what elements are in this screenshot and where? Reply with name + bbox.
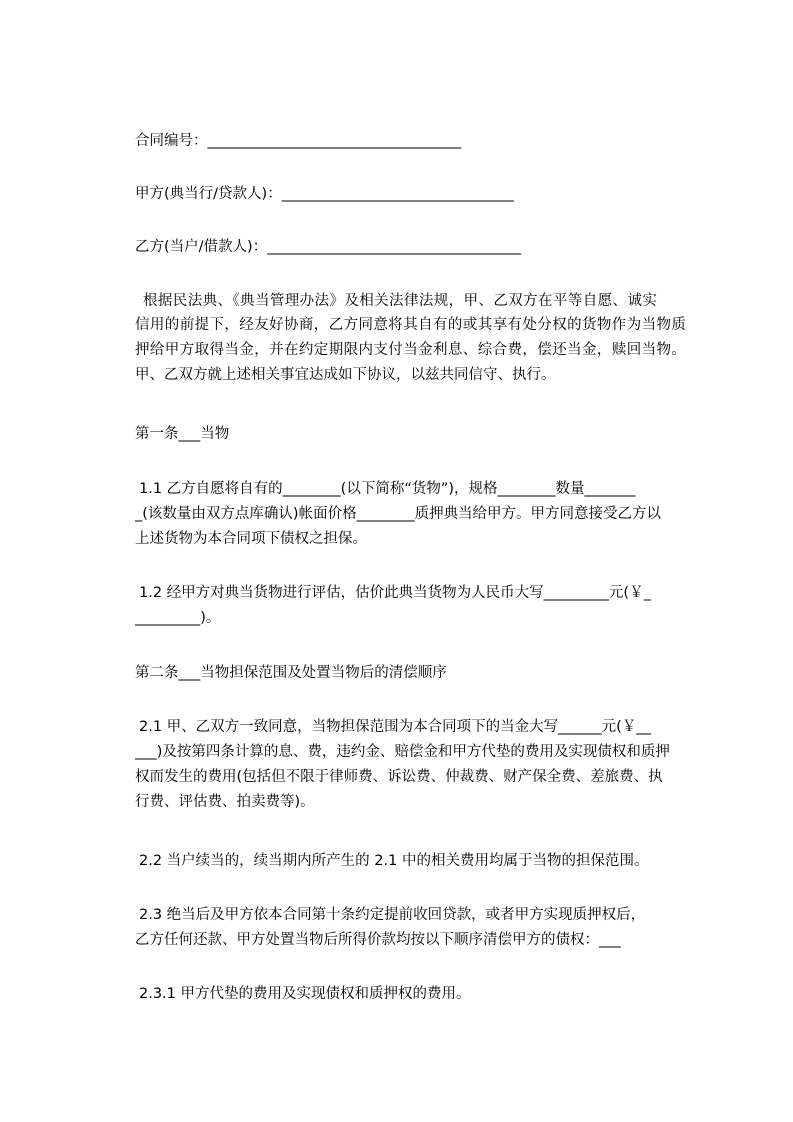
- text-line: _________)。: [135, 610, 221, 626]
- text-line: 2.3 绝当后及甲方依本合同第十条约定提前收回贷款，或者甲方实现质押权后，: [139, 907, 646, 923]
- text-line: 信用的前提下，经友好协商，乙方同意将其自有的或其享有处分权的货物作为当物质: [135, 317, 687, 333]
- article-2-heading: 第二条___当物担保范围及处置当物后的清偿顺序: [135, 665, 447, 681]
- text-line: 甲、乙双方就上述相关事宜达成如下协议，以兹共同信守、执行。: [135, 367, 556, 383]
- text-line: 押给甲方取得当金，并在约定期限内支付当金利息、综合费，偿还当金，赎回当物。: [135, 342, 687, 358]
- article-1-heading: 第一条___当物: [135, 426, 230, 442]
- text-line: ___)及按第四条计算的息、费，违约金、赔偿金和甲方代垫的费用及实现债权和质押: [135, 744, 670, 760]
- text-line: 权而发生的费用(包括但不限于律师费、诉讼费、仲裁费、财产保全费、差旅费、执: [135, 769, 663, 785]
- contract-number-field: 合同编号：___________________________________: [135, 133, 462, 149]
- text-line: 1.1 乙方自愿将自有的________(以下简称“货物”)，规格________数量_______: [139, 481, 636, 497]
- text-line: 上述货物为本合同项下债权之担保。: [135, 531, 367, 547]
- clause-2-2: 2.2 当户续当的，续当期内所产生的 2.1 中的相关费用均属于当物的担保范围。: [139, 853, 649, 869]
- party-b-field: 乙方(当户/借款人)：___________________________________: [135, 239, 521, 255]
- text-line: _(该数量由双方点库确认)帐面价格________质押典当给甲方。甲方同意接受乙方以: [135, 506, 662, 522]
- text-line: 1.2 经甲方对典当货物进行评估，估价此典当货物为人民币大写_________元(￥_: [139, 585, 651, 601]
- text-line: 根据民法典、《典当管理办法》及相关法律法规，甲、乙双方在平等自愿、诚实: [143, 293, 658, 309]
- party-a-field: 甲方(典当行/贷款人)：________________________________: [135, 186, 514, 202]
- text-line: 行费、评估费、拍卖费等)。: [135, 794, 315, 810]
- text-line: 乙方任何还款、甲方处置当物后所得价款均按以下顺序清偿甲方的债权：___: [135, 932, 621, 948]
- text-line: 2.1 甲、乙双方一致同意，当物担保范围为本合同项下的当金大写______元(￥__: [139, 719, 651, 735]
- clause-2-3-1: 2.3.1 甲方代垫的费用及实现债权和质押权的费用。: [139, 986, 471, 1002]
